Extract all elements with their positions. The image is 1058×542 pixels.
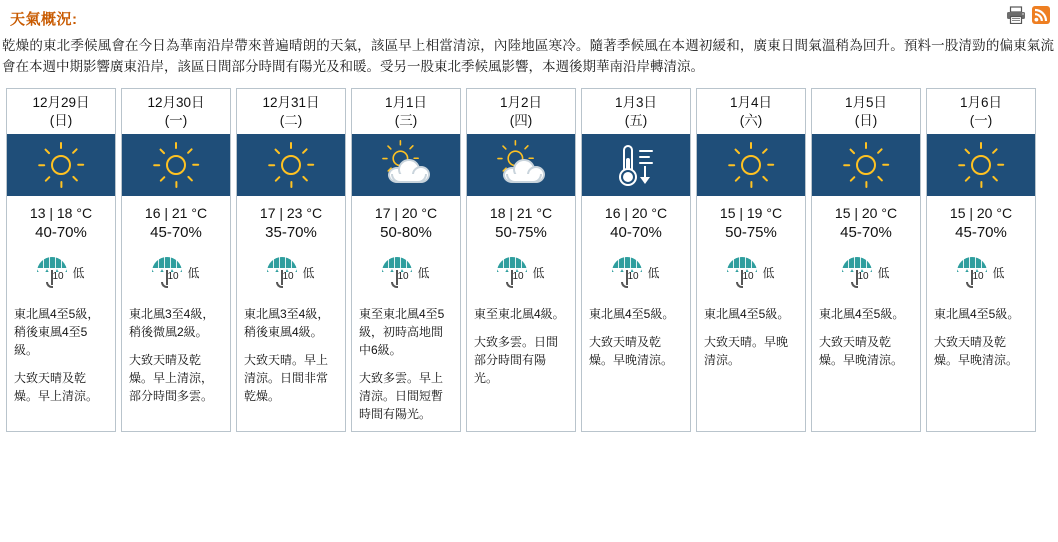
- forecast-date-label: 1月5日: [844, 94, 888, 110]
- forecast-condition-text: 大致天晴及乾燥。早晚清涼。: [934, 335, 1019, 368]
- uv-index-value: 10: [397, 271, 409, 283]
- sunny-icon: [153, 142, 199, 188]
- forecast-weather-icon: [352, 134, 460, 196]
- sunny-icon: [958, 142, 1004, 188]
- forecast-condition-text: 大致多雲。早上清涼。日間短暫時間有陽光。: [359, 371, 444, 422]
- header-icon-group: [1006, 6, 1050, 24]
- forecast-condition-text: 大致天晴及乾燥。早晚清涼。: [589, 335, 674, 368]
- forecast-date-label: 12月29日: [32, 94, 90, 110]
- forecast-date: [7, 89, 115, 134]
- forecast-weekday-label: (五): [624, 112, 648, 128]
- forecast-date-label: 1月4日: [729, 94, 773, 110]
- forecast-uv: [352, 249, 460, 299]
- uv-index-value: 10: [167, 271, 179, 283]
- forecast-condition-text: 大致天晴及乾燥。早上清涼，部分時間多雲。: [129, 353, 214, 404]
- forecast-condition-text: 大致天晴。早上清涼。日間非常乾燥。: [244, 353, 329, 404]
- forecast-condition-text: 大致天晴。早晚清涼。: [704, 335, 789, 368]
- sunny-cloudy-icon: [495, 142, 547, 188]
- forecast-date: [927, 89, 1035, 134]
- forecast-wind-text: 東北風3至4級，稍後東風4級。: [244, 307, 330, 340]
- forecast-temperature: 13 | 18 °C: [29, 205, 93, 222]
- uv-index-value: 10: [627, 271, 639, 283]
- forecast-description: [927, 299, 1035, 431]
- forecast-wind-text: 東北風4至5級。: [704, 307, 790, 322]
- forecast-weather-icon: [582, 134, 690, 196]
- forecast-day: [6, 88, 116, 432]
- uv-umbrella-icon: [612, 255, 642, 289]
- uv-umbrella-icon: [497, 255, 527, 289]
- forecast-temperature: 16 | 20 °C: [604, 205, 668, 222]
- forecast-uv: [467, 249, 575, 299]
- forecast-weekday-label: (一): [969, 112, 993, 128]
- page-title: 天氣概況:: [10, 11, 78, 28]
- forecast-uv: [237, 249, 345, 299]
- forecast-temperature: 17 | 20 °C: [374, 205, 438, 222]
- forecast-weather-icon: [7, 134, 115, 196]
- forecast-wind-text: 東至東北風4級。: [474, 307, 565, 322]
- uv-level-label: 低: [72, 265, 85, 280]
- forecast-weather-icon: [122, 134, 230, 196]
- rss-icon[interactable]: [1032, 6, 1050, 24]
- forecast-temperature: 15 | 19 °C: [719, 205, 783, 222]
- forecast-description: [7, 299, 115, 431]
- uv-umbrella-icon: [267, 255, 297, 289]
- forecast-day: [466, 88, 576, 432]
- uv-index-value: 10: [857, 271, 869, 283]
- forecast-day: [581, 88, 691, 432]
- forecast-weather-icon: [927, 134, 1035, 196]
- forecast-uv: [927, 249, 1035, 299]
- cold-icon: [613, 142, 659, 188]
- uv-level-label: 低: [532, 265, 545, 280]
- forecast-humidity: 45-70%: [840, 224, 892, 242]
- page-header: [0, 0, 1058, 29]
- forecast-uv: [582, 249, 690, 299]
- uv-index-value: 10: [52, 271, 64, 283]
- forecast-weekday-label: (三): [394, 112, 418, 128]
- uv-level-label: 低: [877, 265, 890, 280]
- forecast-date-label: 1月3日: [614, 94, 658, 110]
- forecast-date: [352, 89, 460, 134]
- uv-level-label: 低: [992, 265, 1005, 280]
- uv-index-value: 10: [972, 271, 984, 283]
- weather-summary-text: 乾燥的東北季候風會在今日為華南沿岸帶來普遍晴朗的天氣，該區早上相當清涼，內陸地區寒冷。隨著季候風在本週初緩和，廣東日間氣溫稍為回升。預料一股清勁的偏東氣流會在本週中期影響廣東沿岸，該區日間部分時間有陽光及和暖。受另一股東北季候風影響，本週後期華南沿岸轉清涼。: [2, 38, 1054, 75]
- forecast-weekday-label: (四): [509, 112, 533, 128]
- forecast-humidity: 45-70%: [150, 224, 202, 242]
- forecast-uv: [7, 249, 115, 299]
- forecast-humidity: 50-75%: [495, 224, 547, 242]
- forecast-weekday-label: (二): [279, 112, 303, 128]
- forecast-condition-text: 大致多雲。日間部分時間有陽光。: [474, 335, 559, 386]
- forecast-wind-text: 東北風4至5級。: [589, 307, 675, 322]
- forecast-description: [467, 299, 575, 431]
- uv-umbrella-icon: [37, 255, 67, 289]
- forecast-day: [811, 88, 921, 432]
- uv-level-label: 低: [302, 265, 315, 280]
- forecast-date: [812, 89, 920, 134]
- uv-umbrella-icon: [842, 255, 872, 289]
- forecast-day: [351, 88, 461, 432]
- forecast-wind-text: 東北風4至5級。: [819, 307, 905, 322]
- nine-day-forecast: [0, 88, 1058, 432]
- forecast-uv: [122, 249, 230, 299]
- forecast-wind-text: 東北風4至5級，稍後東風4至5級。: [14, 307, 100, 358]
- forecast-date: [237, 89, 345, 134]
- forecast-day: [926, 88, 1036, 432]
- forecast-day: [236, 88, 346, 432]
- forecast-weekday-label: (日): [854, 112, 878, 128]
- forecast-wind-text: 東北風3至4級，稍後微風2級。: [129, 307, 215, 340]
- forecast-date: [467, 89, 575, 134]
- forecast-date: [122, 89, 230, 134]
- forecast-humidity: 35-70%: [265, 224, 317, 242]
- forecast-weather-icon: [812, 134, 920, 196]
- forecast-weekday-label: (一): [164, 112, 188, 128]
- forecast-description: [122, 299, 230, 431]
- uv-umbrella-icon: [957, 255, 987, 289]
- forecast-uv: [697, 249, 805, 299]
- forecast-date-label: 12月31日: [262, 94, 320, 110]
- print-icon[interactable]: [1006, 6, 1026, 24]
- forecast-day: [121, 88, 231, 432]
- forecast-temperature: 15 | 20 °C: [834, 205, 898, 222]
- sunny-icon: [268, 142, 314, 188]
- forecast-condition-text: 大致天晴及乾燥。早晚清涼。: [819, 335, 904, 368]
- forecast-description: [697, 299, 805, 431]
- forecast-date-label: 12月30日: [147, 94, 205, 110]
- forecast-weather-icon: [237, 134, 345, 196]
- uv-index-value: 10: [742, 271, 754, 283]
- sunny-icon: [728, 142, 774, 188]
- forecast-condition-text: 大致天晴及乾燥。早上清涼。: [14, 371, 99, 404]
- sunny-icon: [843, 142, 889, 188]
- forecast-weather-icon: [467, 134, 575, 196]
- uv-level-label: 低: [187, 265, 200, 280]
- forecast-date-label: 1月1日: [384, 94, 428, 110]
- forecast-wind-text: 東北風4至5級。: [934, 307, 1020, 322]
- forecast-temperature: 16 | 21 °C: [144, 205, 208, 222]
- forecast-description: [352, 299, 460, 431]
- forecast-weekday-label: (六): [739, 112, 763, 128]
- forecast-date-label: 1月2日: [499, 94, 543, 110]
- forecast-humidity: 50-80%: [380, 224, 432, 242]
- forecast-humidity: 50-75%: [725, 224, 777, 242]
- forecast-uv: [812, 249, 920, 299]
- uv-index-value: 10: [512, 271, 524, 283]
- forecast-description: [582, 299, 690, 431]
- forecast-humidity: 40-70%: [35, 224, 87, 242]
- sunny-cloudy-icon: [380, 142, 432, 188]
- forecast-description: [812, 299, 920, 431]
- forecast-date: [697, 89, 805, 134]
- forecast-date: [582, 89, 690, 134]
- forecast-weather-icon: [697, 134, 805, 196]
- forecast-day: [696, 88, 806, 432]
- uv-umbrella-icon: [382, 255, 412, 289]
- uv-level-label: 低: [417, 265, 430, 280]
- uv-umbrella-icon: [727, 255, 757, 289]
- forecast-humidity: 45-70%: [955, 224, 1007, 242]
- forecast-temperature: 17 | 23 °C: [259, 205, 323, 222]
- sunny-icon: [38, 142, 84, 188]
- forecast-description: [237, 299, 345, 431]
- uv-umbrella-icon: [152, 255, 182, 289]
- forecast-temperature: 18 | 21 °C: [489, 205, 553, 222]
- forecast-wind-text: 東至東北風4至5級，初時高地間中6級。: [359, 307, 445, 358]
- uv-index-value: 10: [282, 271, 294, 283]
- forecast-weekday-label: (日): [49, 112, 73, 128]
- uv-level-label: 低: [647, 265, 660, 280]
- forecast-humidity: 40-70%: [610, 224, 662, 242]
- forecast-temperature: 15 | 20 °C: [949, 205, 1013, 222]
- forecast-date-label: 1月6日: [959, 94, 1003, 110]
- uv-level-label: 低: [762, 265, 775, 280]
